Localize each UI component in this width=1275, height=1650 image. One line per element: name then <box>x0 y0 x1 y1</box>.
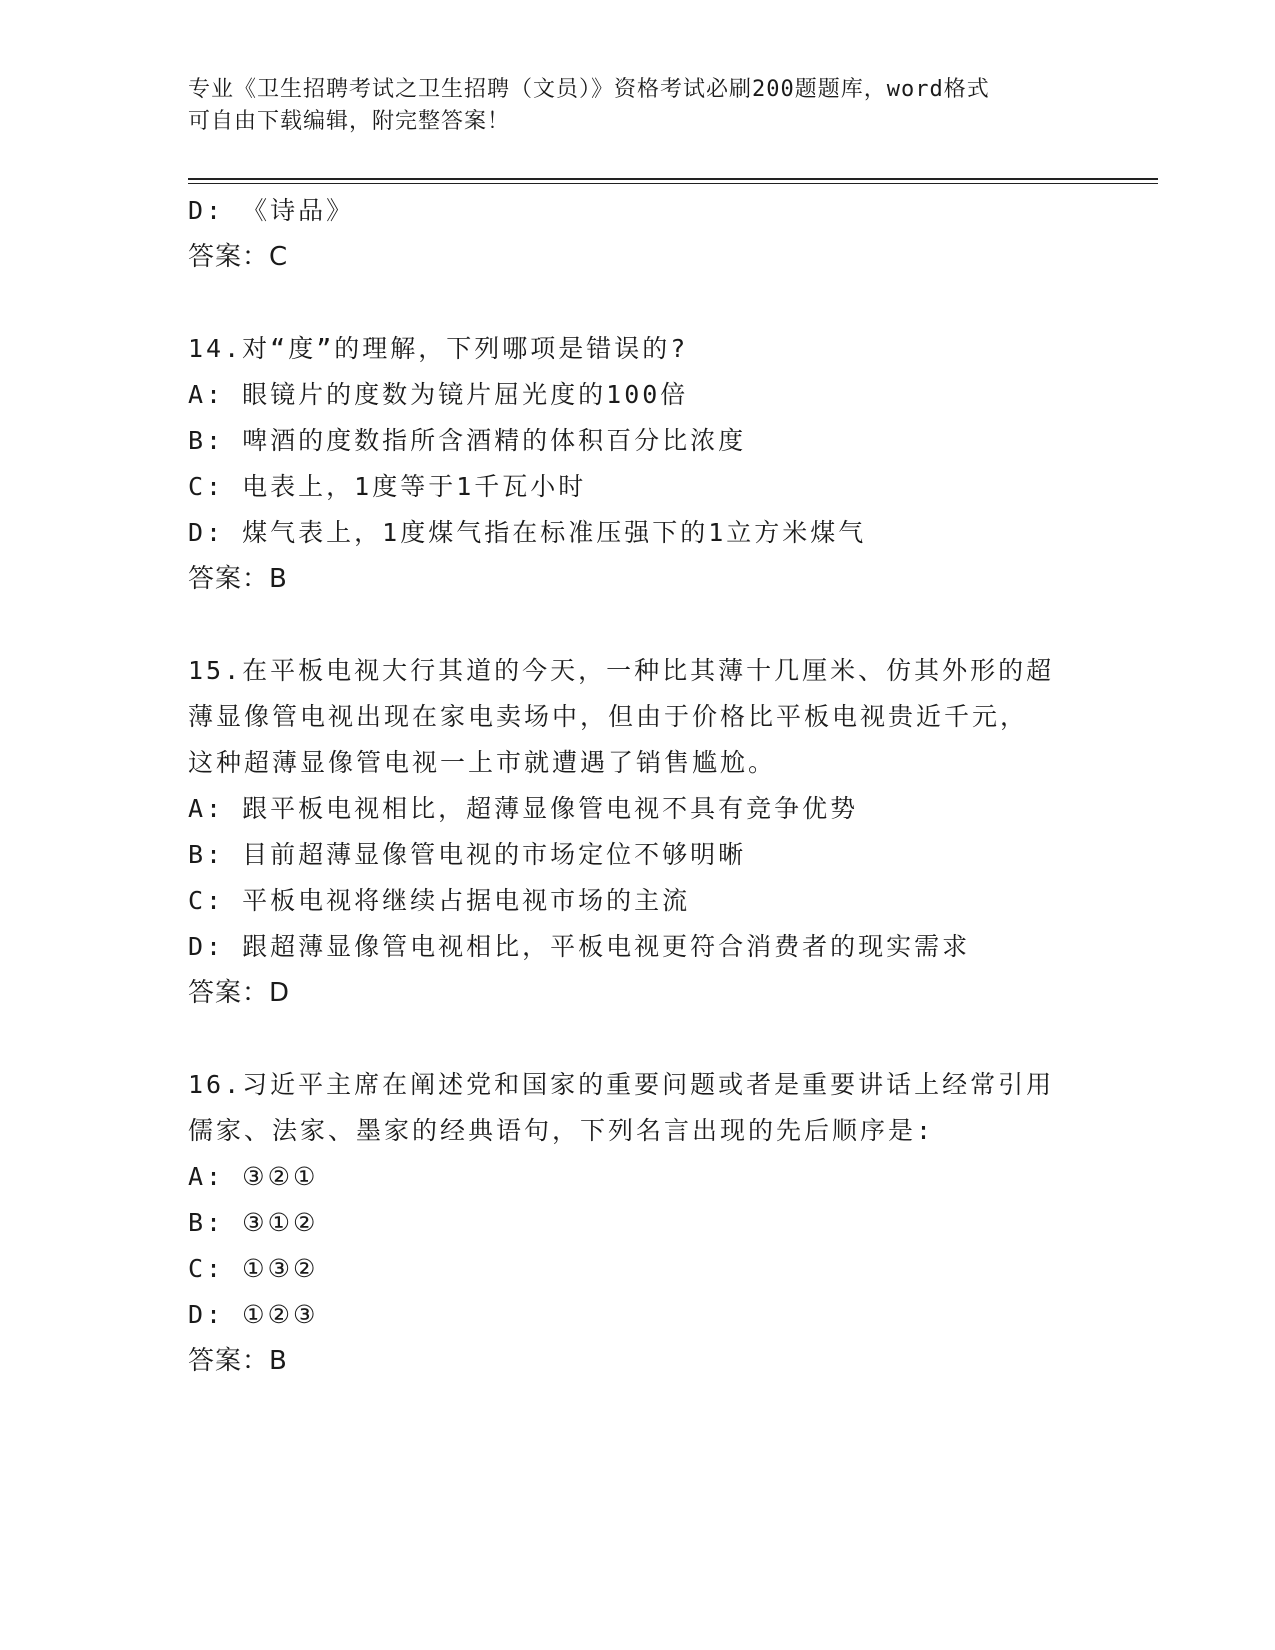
q16-option-b: B: ③①② <box>188 1208 319 1237</box>
q16-option-c: C: ①③② <box>188 1254 319 1283</box>
q15-answer: 答案：D <box>188 978 291 1008</box>
q16-answer: 答案：B <box>188 1346 288 1376</box>
q15-stem-line-2: 薄显像管电视出现在家电卖场中，但由于价格比平板电视贵近千元， <box>188 702 1029 731</box>
q14-answer: 答案：B <box>188 564 288 594</box>
q14-option-d: D: 煤气表上，1度煤气指在标准压强下的1立方米煤气 <box>188 518 867 547</box>
header-divider-thin <box>188 183 1158 184</box>
page-header <box>188 74 1068 138</box>
q15-stem-line-1: 15.在平板电视大行其道的今天，一种比其薄十几厘米、仿其外形的超 <box>188 656 1055 685</box>
spacer <box>188 280 1148 326</box>
question-content <box>188 188 1148 1384</box>
header-divider-thick <box>188 178 1158 180</box>
q16-option-d: D: ①②③ <box>188 1300 319 1329</box>
q15-option-b: B: 目前超薄显像管电视的市场定位不够明晰 <box>188 840 747 869</box>
q15-option-c: C: 平板电视将继续占据电视市场的主流 <box>188 886 691 915</box>
q14-option-a: A: 眼镜片的度数为镜片屈光度的100倍 <box>188 380 689 409</box>
q14-option-b: B: 啤酒的度数指所含酒精的体积百分比浓度 <box>188 426 747 455</box>
q15-option-d: D: 跟超薄显像管电视相比，平板电视更符合消费者的现实需求 <box>188 932 971 961</box>
spacer <box>188 1016 1148 1062</box>
q14-stem: 14.对“度”的理解，下列哪项是错误的? <box>188 334 689 363</box>
header-line-1: 专业《卫生招聘考试之卫生招聘（文员）》资格考试必刷200题题库，word格式 <box>188 77 990 102</box>
prev-option-d: D: 《诗品》 <box>188 196 355 225</box>
prev-answer: 答案：C <box>188 242 289 272</box>
q15-option-a: A: 跟平板电视相比，超薄显像管电视不具有竞争优势 <box>188 794 859 823</box>
spacer <box>188 602 1148 648</box>
q16-option-a: A: ③②① <box>188 1162 319 1191</box>
q16-stem-line-2: 儒家、法家、墨家的经典语句，下列名言出现的先后顺序是: <box>188 1116 935 1145</box>
q16-stem-line-1: 16.习近平主席在阐述党和国家的重要问题或者是重要讲话上经常引用 <box>188 1070 1055 1099</box>
q15-stem-line-3: 这种超薄显像管电视一上市就遭遇了销售尴尬。 <box>188 748 777 777</box>
header-line-2: 可自由下载编辑，附完整答案！ <box>188 109 511 134</box>
q14-option-c: C: 电表上，1度等于1千瓦小时 <box>188 472 587 501</box>
